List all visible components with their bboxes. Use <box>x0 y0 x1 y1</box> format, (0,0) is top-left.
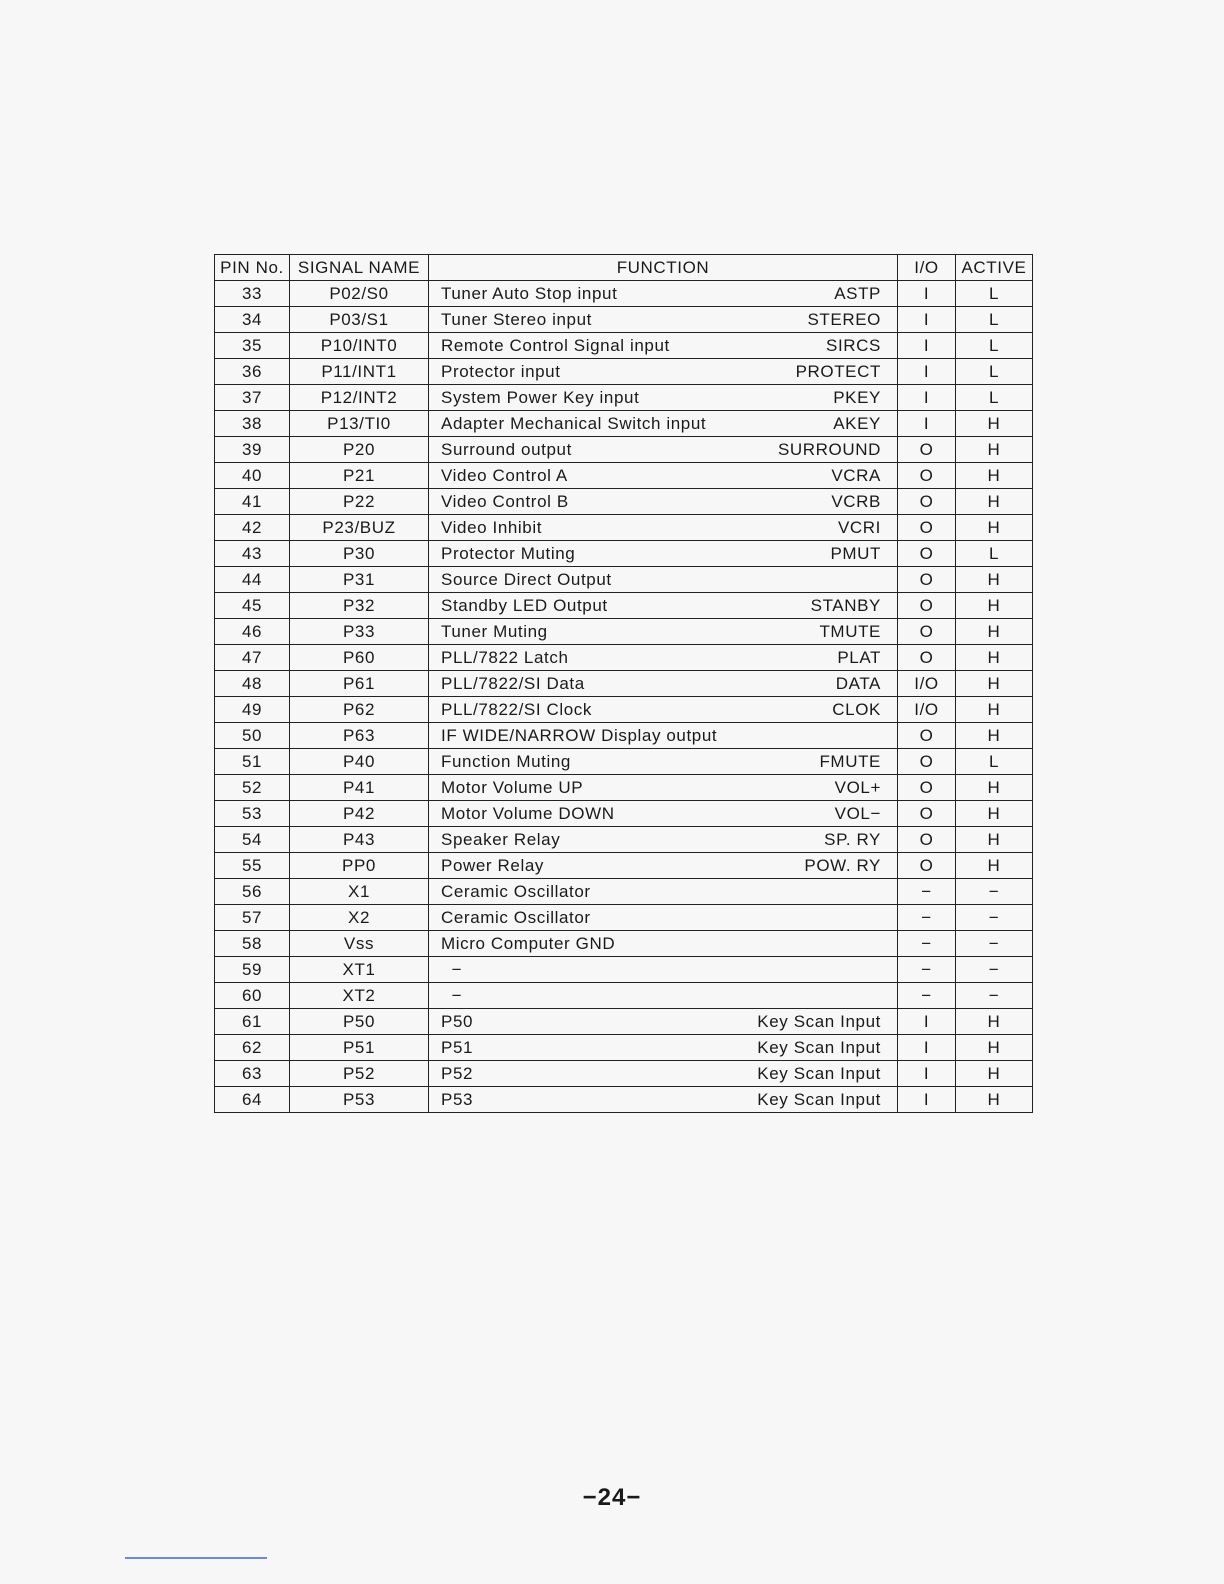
pin-number-cell: 62 <box>215 1035 290 1061</box>
function-content <box>433 830 893 850</box>
signal-name-cell: P02/S0 <box>290 281 429 307</box>
function-abbreviation: POW. RY <box>804 855 881 875</box>
function-content <box>433 466 893 486</box>
io-cell: − <box>898 879 956 905</box>
function-content <box>433 596 893 616</box>
io-cell: I <box>898 333 956 359</box>
io-cell: − <box>898 983 956 1009</box>
function-cell <box>429 853 898 879</box>
pin-number-cell: 44 <box>215 567 290 593</box>
function-description: PLL/7822 Latch <box>441 647 569 667</box>
function-description: PLL/7822/SI Clock <box>441 699 593 719</box>
pin-number-cell: 35 <box>215 333 290 359</box>
function-cell <box>429 307 898 333</box>
function-abbreviation: VCRB <box>831 491 881 511</box>
signal-name-cell: P32 <box>290 593 429 619</box>
io-cell: O <box>898 775 956 801</box>
active-cell: L <box>956 281 1033 307</box>
table-row <box>215 619 1033 645</box>
table-row <box>215 697 1033 723</box>
function-cell <box>429 463 898 489</box>
active-cell: H <box>956 463 1033 489</box>
function-cell <box>429 905 898 931</box>
function-description: Speaker Relay <box>441 829 561 849</box>
active-cell: − <box>956 957 1033 983</box>
function-content <box>433 544 893 564</box>
table-row <box>215 957 1033 983</box>
pin-number-cell: 58 <box>215 931 290 957</box>
signal-name-cell: P52 <box>290 1061 429 1087</box>
signal-name-cell: P51 <box>290 1035 429 1061</box>
function-cell <box>429 489 898 515</box>
function-description: Motor Volume DOWN <box>441 803 615 823</box>
function-description: Surround output <box>441 439 572 459</box>
function-description: Power Relay <box>441 855 544 875</box>
function-content <box>433 1064 893 1084</box>
function-cell <box>429 333 898 359</box>
function-abbreviation: PROTECT <box>795 361 881 381</box>
signal-name-cell: P03/S1 <box>290 307 429 333</box>
function-description: Protector input <box>441 361 561 381</box>
function-content <box>433 752 893 772</box>
function-abbreviation: PLAT <box>837 647 881 667</box>
io-cell: O <box>898 827 956 853</box>
active-cell: H <box>956 775 1033 801</box>
pin-number-cell: 43 <box>215 541 290 567</box>
function-content <box>433 778 893 798</box>
table-row <box>215 541 1033 567</box>
header-pin-no: PIN No. <box>215 255 290 281</box>
pin-number-cell: 54 <box>215 827 290 853</box>
active-cell: H <box>956 801 1033 827</box>
table-row <box>215 437 1033 463</box>
function-abbreviation: SP. RY <box>824 829 881 849</box>
function-abbreviation: STANBY <box>810 595 881 615</box>
active-cell: H <box>956 619 1033 645</box>
function-description: Motor Volume UP <box>441 777 584 797</box>
table-row <box>215 827 1033 853</box>
page-number: −24− <box>582 1484 642 1511</box>
io-cell: O <box>898 853 956 879</box>
io-cell: O <box>898 645 956 671</box>
table-row <box>215 333 1033 359</box>
function-cell <box>429 281 898 307</box>
pin-number-cell: 53 <box>215 801 290 827</box>
signal-name-cell: P21 <box>290 463 429 489</box>
active-cell: H <box>956 593 1033 619</box>
active-cell: H <box>956 723 1033 749</box>
function-cell <box>429 1009 898 1035</box>
signal-name-cell: PP0 <box>290 853 429 879</box>
active-cell: H <box>956 827 1033 853</box>
function-description: Video Control B <box>441 491 569 511</box>
signal-name-cell: P62 <box>290 697 429 723</box>
function-abbreviation: STEREO <box>807 309 881 329</box>
function-cell <box>429 983 898 1009</box>
io-cell: O <box>898 593 956 619</box>
function-abbreviation: VCRA <box>831 465 881 485</box>
function-content <box>433 804 893 824</box>
io-cell: I <box>898 1035 956 1061</box>
signal-name-cell: P60 <box>290 645 429 671</box>
active-cell: L <box>956 333 1033 359</box>
signal-name-cell: P61 <box>290 671 429 697</box>
table-row <box>215 723 1033 749</box>
function-description: Tuner Auto Stop input <box>441 283 618 303</box>
function-content <box>433 648 893 668</box>
active-cell: − <box>956 905 1033 931</box>
table-row <box>215 463 1033 489</box>
active-cell: H <box>956 567 1033 593</box>
function-description: − <box>441 985 463 1005</box>
function-description: Standby LED Output <box>441 595 608 615</box>
footer-rule <box>125 1557 267 1559</box>
function-cell <box>429 931 898 957</box>
pin-number-cell: 51 <box>215 749 290 775</box>
function-content <box>433 362 893 382</box>
signal-name-cell: P43 <box>290 827 429 853</box>
table-row <box>215 931 1033 957</box>
pin-number-cell: 40 <box>215 463 290 489</box>
table-row <box>215 1087 1033 1113</box>
function-content <box>433 856 893 876</box>
signal-name-cell: P10/INT0 <box>290 333 429 359</box>
function-description: Source Direct Output <box>441 569 612 589</box>
signal-name-cell: P63 <box>290 723 429 749</box>
function-description: − <box>441 959 463 979</box>
io-cell: I <box>898 307 956 333</box>
function-cell <box>429 541 898 567</box>
table-row <box>215 853 1033 879</box>
active-cell: H <box>956 1035 1033 1061</box>
function-cell <box>429 437 898 463</box>
function-content <box>433 986 893 1006</box>
active-cell: − <box>956 931 1033 957</box>
function-description: P50 <box>441 1011 474 1031</box>
signal-name-cell: P50 <box>290 1009 429 1035</box>
function-content <box>433 726 893 746</box>
function-description: Ceramic Oscillator <box>441 881 591 901</box>
io-cell: O <box>898 723 956 749</box>
function-description: Ceramic Oscillator <box>441 907 591 927</box>
function-abbreviation: Key Scan Input <box>757 1063 881 1083</box>
function-content <box>433 310 893 330</box>
function-description: System Power Key input <box>441 387 640 407</box>
io-cell: O <box>898 515 956 541</box>
table-body <box>215 281 1033 1113</box>
function-content <box>433 1012 893 1032</box>
signal-name-cell: P13/TI0 <box>290 411 429 437</box>
function-content <box>433 700 893 720</box>
function-abbreviation: AKEY <box>833 413 881 433</box>
function-abbreviation: PKEY <box>833 387 881 407</box>
function-description: IF WIDE/NARROW Display output <box>441 725 718 745</box>
function-abbreviation: Key Scan Input <box>757 1011 881 1031</box>
function-abbreviation: DATA <box>835 673 881 693</box>
pin-number-cell: 33 <box>215 281 290 307</box>
pin-number-cell: 42 <box>215 515 290 541</box>
io-cell: O <box>898 749 956 775</box>
signal-name-cell: P30 <box>290 541 429 567</box>
function-cell <box>429 567 898 593</box>
active-cell: H <box>956 515 1033 541</box>
function-cell <box>429 645 898 671</box>
function-cell <box>429 957 898 983</box>
function-abbreviation: CLOK <box>832 699 881 719</box>
function-content <box>433 1038 893 1058</box>
function-abbreviation: Key Scan Input <box>757 1037 881 1057</box>
function-description: P53 <box>441 1089 474 1109</box>
function-abbreviation: SIRCS <box>826 335 881 355</box>
pin-number-cell: 46 <box>215 619 290 645</box>
function-content <box>433 622 893 642</box>
active-cell: H <box>956 1009 1033 1035</box>
function-cell <box>429 411 898 437</box>
io-cell: O <box>898 437 956 463</box>
function-content <box>433 674 893 694</box>
active-cell: L <box>956 749 1033 775</box>
function-description: P52 <box>441 1063 474 1083</box>
function-cell <box>429 515 898 541</box>
signal-name-cell: P23/BUZ <box>290 515 429 541</box>
function-cell <box>429 723 898 749</box>
signal-name-cell: Vss <box>290 931 429 957</box>
pin-number-cell: 50 <box>215 723 290 749</box>
function-cell <box>429 775 898 801</box>
io-cell: I/O <box>898 671 956 697</box>
pin-number-cell: 45 <box>215 593 290 619</box>
table-header-row <box>215 255 1033 281</box>
active-cell: H <box>956 1061 1033 1087</box>
function-content <box>433 284 893 304</box>
function-description: Function Muting <box>441 751 571 771</box>
function-cell <box>429 593 898 619</box>
header-active: ACTIVE <box>956 255 1033 281</box>
table-row <box>215 281 1033 307</box>
function-abbreviation: FMUTE <box>819 751 881 771</box>
active-cell: H <box>956 411 1033 437</box>
pin-number-cell: 56 <box>215 879 290 905</box>
table-row <box>215 489 1033 515</box>
pin-number-cell: 59 <box>215 957 290 983</box>
active-cell: L <box>956 307 1033 333</box>
pin-number-cell: 47 <box>215 645 290 671</box>
table-row <box>215 1009 1033 1035</box>
function-description: Tuner Stereo input <box>441 309 592 329</box>
table-row <box>215 307 1033 333</box>
function-content <box>433 492 893 512</box>
signal-name-cell: P20 <box>290 437 429 463</box>
function-content <box>433 1090 893 1110</box>
io-cell: I/O <box>898 697 956 723</box>
function-cell <box>429 1061 898 1087</box>
header-function: FUNCTION <box>429 255 898 281</box>
function-content <box>433 518 893 538</box>
pin-number-cell: 60 <box>215 983 290 1009</box>
table-row <box>215 905 1033 931</box>
function-cell <box>429 359 898 385</box>
active-cell: H <box>956 645 1033 671</box>
io-cell: O <box>898 463 956 489</box>
pin-number-cell: 48 <box>215 671 290 697</box>
function-description: Video Inhibit <box>441 517 543 537</box>
table-row <box>215 593 1033 619</box>
active-cell: L <box>956 541 1033 567</box>
function-content <box>433 908 893 928</box>
io-cell: I <box>898 411 956 437</box>
function-content <box>433 934 893 954</box>
active-cell: H <box>956 489 1033 515</box>
function-content <box>433 336 893 356</box>
active-cell: H <box>956 671 1033 697</box>
function-description: PLL/7822/SI Data <box>441 673 585 693</box>
function-description: Micro Computer GND <box>441 933 616 953</box>
function-abbreviation: SURROUND <box>777 439 881 459</box>
function-description: Tuner Muting <box>441 621 548 641</box>
table-row <box>215 515 1033 541</box>
signal-name-cell: P11/INT1 <box>290 359 429 385</box>
io-cell: O <box>898 541 956 567</box>
table-row <box>215 385 1033 411</box>
function-description: Protector Muting <box>441 543 576 563</box>
function-abbreviation: TMUTE <box>819 621 881 641</box>
pin-number-cell: 64 <box>215 1087 290 1113</box>
pin-function-table <box>214 254 1033 1113</box>
pin-number-cell: 41 <box>215 489 290 515</box>
signal-name-cell: P31 <box>290 567 429 593</box>
io-cell: I <box>898 1061 956 1087</box>
pin-number-cell: 52 <box>215 775 290 801</box>
pin-number-cell: 39 <box>215 437 290 463</box>
function-description: Remote Control Signal input <box>441 335 670 355</box>
function-description: Video Control A <box>441 465 568 485</box>
io-cell: I <box>898 359 956 385</box>
signal-name-cell: P40 <box>290 749 429 775</box>
signal-name-cell: P12/INT2 <box>290 385 429 411</box>
io-cell: I <box>898 385 956 411</box>
signal-name-cell: P42 <box>290 801 429 827</box>
table-row <box>215 567 1033 593</box>
table-row <box>215 671 1033 697</box>
pin-number-cell: 57 <box>215 905 290 931</box>
table-row <box>215 879 1033 905</box>
active-cell: H <box>956 1087 1033 1113</box>
function-abbreviation: Key Scan Input <box>757 1089 881 1109</box>
function-abbreviation: ASTP <box>834 283 881 303</box>
function-cell <box>429 749 898 775</box>
table-row <box>215 775 1033 801</box>
signal-name-cell: P22 <box>290 489 429 515</box>
pin-number-cell: 36 <box>215 359 290 385</box>
io-cell: O <box>898 489 956 515</box>
table-row <box>215 801 1033 827</box>
function-content <box>433 570 893 590</box>
active-cell: L <box>956 385 1033 411</box>
table-row <box>215 749 1033 775</box>
function-cell <box>429 1087 898 1113</box>
active-cell: H <box>956 697 1033 723</box>
table-row <box>215 645 1033 671</box>
active-cell: L <box>956 359 1033 385</box>
function-content <box>433 440 893 460</box>
active-cell: − <box>956 879 1033 905</box>
function-abbreviation: VCRI <box>837 517 881 537</box>
signal-name-cell: XT1 <box>290 957 429 983</box>
header-io: I/O <box>898 255 956 281</box>
io-cell: I <box>898 1087 956 1113</box>
function-cell <box>429 1035 898 1061</box>
table-row <box>215 1061 1033 1087</box>
io-cell: − <box>898 957 956 983</box>
function-cell <box>429 671 898 697</box>
io-cell: O <box>898 567 956 593</box>
function-cell <box>429 697 898 723</box>
table-row <box>215 983 1033 1009</box>
pin-number-cell: 63 <box>215 1061 290 1087</box>
signal-name-cell: X2 <box>290 905 429 931</box>
function-cell <box>429 827 898 853</box>
signal-name-cell: P41 <box>290 775 429 801</box>
function-cell <box>429 801 898 827</box>
function-cell <box>429 619 898 645</box>
pin-number-cell: 55 <box>215 853 290 879</box>
function-description: P51 <box>441 1037 474 1057</box>
io-cell: O <box>898 801 956 827</box>
function-cell <box>429 879 898 905</box>
table-row <box>215 359 1033 385</box>
signal-name-cell: P33 <box>290 619 429 645</box>
function-abbreviation: VOL− <box>834 803 881 823</box>
io-cell: O <box>898 619 956 645</box>
signal-name-cell: P53 <box>290 1087 429 1113</box>
io-cell: − <box>898 905 956 931</box>
function-description: Adapter Mechanical Switch input <box>441 413 707 433</box>
function-abbreviation: VOL+ <box>834 777 881 797</box>
active-cell: H <box>956 853 1033 879</box>
io-cell: − <box>898 931 956 957</box>
function-content <box>433 960 893 980</box>
function-content <box>433 882 893 902</box>
pin-number-cell: 61 <box>215 1009 290 1035</box>
io-cell: I <box>898 1009 956 1035</box>
function-cell <box>429 385 898 411</box>
pin-number-cell: 37 <box>215 385 290 411</box>
table-row <box>215 411 1033 437</box>
pin-number-cell: 38 <box>215 411 290 437</box>
function-abbreviation: PMUT <box>830 543 881 563</box>
header-signal-name: SIGNAL NAME <box>290 255 429 281</box>
function-content <box>433 414 893 434</box>
signal-name-cell: X1 <box>290 879 429 905</box>
io-cell: I <box>898 281 956 307</box>
table-row <box>215 1035 1033 1061</box>
active-cell: − <box>956 983 1033 1009</box>
active-cell: H <box>956 437 1033 463</box>
signal-name-cell: XT2 <box>290 983 429 1009</box>
pin-number-cell: 49 <box>215 697 290 723</box>
function-content <box>433 388 893 408</box>
pin-number-cell: 34 <box>215 307 290 333</box>
